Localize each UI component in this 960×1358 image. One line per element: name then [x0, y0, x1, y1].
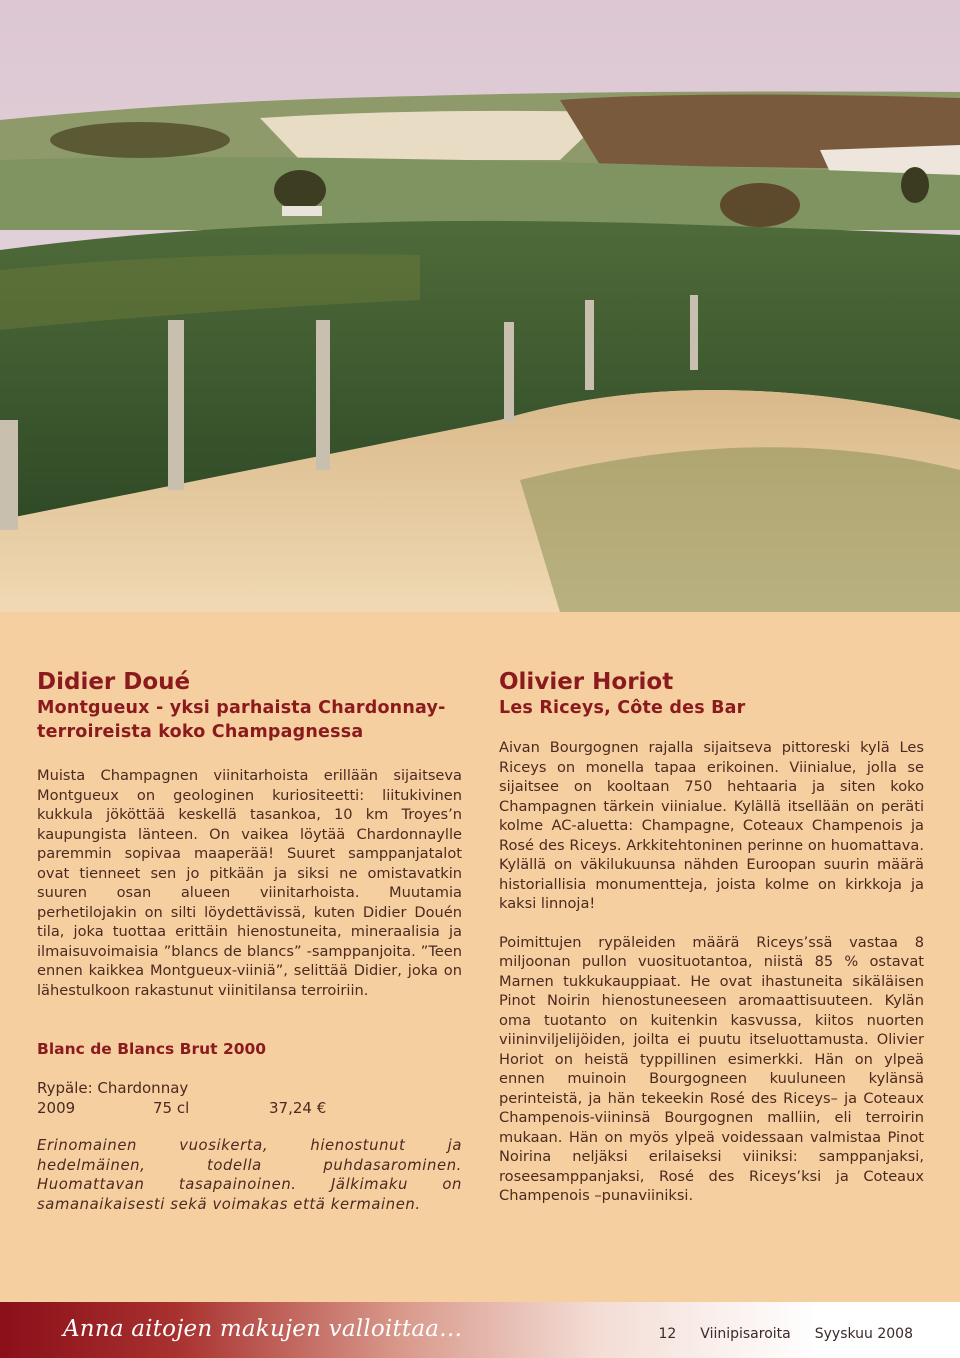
page-footer [0, 1302, 960, 1358]
wine-year: 2009 [37, 1099, 76, 1117]
footer-meta [658, 1326, 913, 1342]
publication-name: Viinipisaroita [700, 1326, 791, 1342]
page-number: 12 [658, 1326, 677, 1342]
wine-details [37, 1098, 462, 1118]
wine-grape: Rypäle: Chardonnay [37, 1079, 189, 1097]
right-column [499, 668, 924, 1206]
article-panel [0, 612, 960, 1302]
producer-name: Didier Doué [37, 669, 191, 695]
wine-price: 37,24 € [269, 1099, 327, 1117]
article-paragraph: Muista Champagnen viinitarhoista erillään sijaitseva Montgueux on geologinen kuriositeetti: liitukivinen kukkula jököttää keskellä tasankoa, 10 km Troyes’n kaupungista länteen. On vaikea löytää Chardonnaylle paremmin sopivaa maaperää! Suuret samppanjatalot ovat tienneet sen jo pitkään ja siksi ne omistavatkin suuren osan alueen viinitarhoista. Muutamia perhetilojakin on silti löydettävissä, kuten Didier Douén tila, joka tuottaa erittäin hienostuneita, mineraalisia ja ilmaisuvoimaisia ”blancs de blancs” -samppanjoita. ”Teen ennen kaikkea Montgueux-viiniä”, selittää Didier, joka on lähestulkoon rakastunut viinitilansa terroiriin. [37, 767, 462, 999]
producer-subtitle: Montgueux - yksi parhaista Chardonnay-terroireista koko Champagnessa [37, 698, 446, 742]
article-paragraph: Aivan Bourgognen rajalla sijaitseva pittoreski kylä Les Riceys on monella tapaa erikoinen. Viinialue, jolla se sijaitsee on kooltaan 750 hehtaaria ja siten koko Champagnen tärkein viinialue. Kylällä itsellään on peräti kolme AC-aluetta: Champagne, Coteaux Champenois ja Rosé des Riceys. Arkkitehtoninen perinne on huomattava. Kylällä on väkilukuunsa nähden Euroopan suurin määrä historiallisia monumentteja, joista kolme on kirkkoja ja kaksi linnoja! [499, 739, 924, 912]
vineyard-photo [0, 0, 960, 612]
wine-volume: 75 cl [153, 1099, 190, 1117]
producer-name: Olivier Horiot [499, 669, 674, 695]
wine-title: Blanc de Blancs Brut 2000 [37, 1040, 267, 1058]
producer-subtitle: Les Riceys, Côte des Bar [499, 698, 746, 718]
article-paragraph: Poimittujen rypäleiden määrä Riceys’ssä vastaa 8 miljoonan pullon vuosituotantoa, niistä 85 % ostavat Marnen tukkukauppiaat. He ovat ihastuneita sikäläisen Pinot Noirin hienostuneeseen aromaattisuuteen. Kylän oma tuotanto on kuitenkin kasvussa, kiitos nuorten viininviljelijöiden, joilta ei puutu itseluottamusta. Olivier Horiot on heistä typpillinen esimerkki. Hän on ylpeä ennen muinoin Bourgogneen kuuluneen kylänsä perinteistä, ja hän tekeekin Rosé des Riceys– ja Coteaux Champenois-viininsä Bourgognen malliin, eli terroirin mukaan. Hän on myös ylpeä voidessaan valmistaa Pinot Noirina neljäksi erilaiseksi viiniksi: samppanjaksi, roseesamppanjaksi, Rosé des Riceys’ksi ja Coteaux Champenois –punaviiniksi. [499, 933, 924, 1204]
footer-motto: Anna aitojen makujen valloittaa… [63, 1316, 463, 1342]
issue-date: Syyskuu 2008 [814, 1326, 913, 1342]
left-column [37, 668, 462, 1214]
tasting-note: Erinomainen vuosikerta, hienostunut ja hedelmäinen, todella puhdasarominen. Huomattavan tasapainoinen. Jälkimaku on samanaikaisesti sekä voimakas että kermainen. [37, 1137, 462, 1213]
